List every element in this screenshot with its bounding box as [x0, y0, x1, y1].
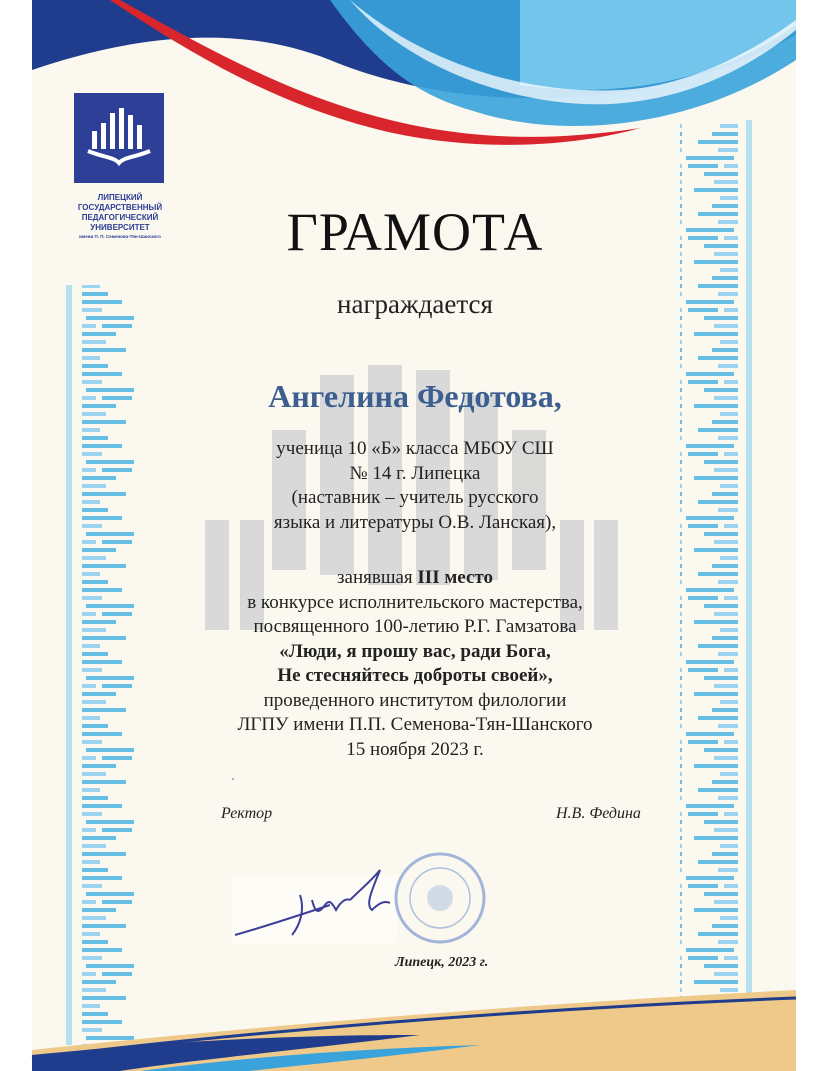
university-name-line: ЛИПЕЦКИЙ	[97, 193, 143, 202]
award-line: в конкурсе исполнительского мастерства,	[247, 591, 583, 613]
place-prefix: занявшая	[337, 567, 413, 588]
signatory-name: Н.В. Федина	[556, 805, 641, 822]
place-and-year: Липецк, 2023 г.	[395, 955, 489, 970]
university-name-line: ГОСУДАРСТВЕННЫЙ	[77, 203, 163, 212]
right-ornament	[680, 120, 740, 1045]
award-line: ЛГПУ имени П.П. Семенова-Тян-Шанского	[237, 714, 593, 735]
contest-title-line: Не стесняйтесь доброты своей»,	[277, 665, 553, 686]
speck	[232, 778, 234, 780]
university-name-subtitle: имени П. П. Семенова-Тян-Шанского	[79, 234, 161, 239]
university-name-line: УНИВЕРСИТЕТ	[90, 223, 150, 232]
award-date: 15 ноября 2023 г.	[346, 738, 484, 760]
award-line: посвященного 100-летию Р.Г. Гамзатова	[253, 616, 577, 637]
left-ornament-edge	[66, 285, 72, 1045]
left-ornament	[78, 285, 138, 1045]
detail-line: ученица 10 «Б» класса МБОУ СШ	[276, 438, 554, 459]
place-line	[150, 566, 680, 591]
awarded-line: награждается	[337, 289, 493, 319]
award-line: проведенного институтом филологии	[263, 689, 567, 711]
detail-line: № 14 г. Липецка	[349, 462, 481, 484]
detail-line: (наставник – учитель русского	[291, 487, 539, 508]
contest-title-line: «Люди, я прошу вас, ради Бога,	[279, 640, 551, 662]
signatory-position: Ректор	[221, 805, 273, 822]
place-value: III место	[417, 567, 493, 588]
right-ornament-edge	[746, 120, 752, 1045]
university-name	[56, 193, 184, 240]
recipient-details	[150, 437, 680, 535]
recipient-name: Ангелина Федотова,	[268, 378, 562, 414]
award-description	[150, 566, 680, 762]
detail-line: языка и литературы О.В. Ланская),	[273, 511, 557, 533]
university-logo	[74, 93, 164, 183]
logo-emblem-icon	[74, 93, 164, 183]
certificate-title: ГРАМОТА	[286, 202, 544, 262]
university-name-line: ПЕДАГОГИЧЕСКИЙ	[81, 213, 159, 222]
